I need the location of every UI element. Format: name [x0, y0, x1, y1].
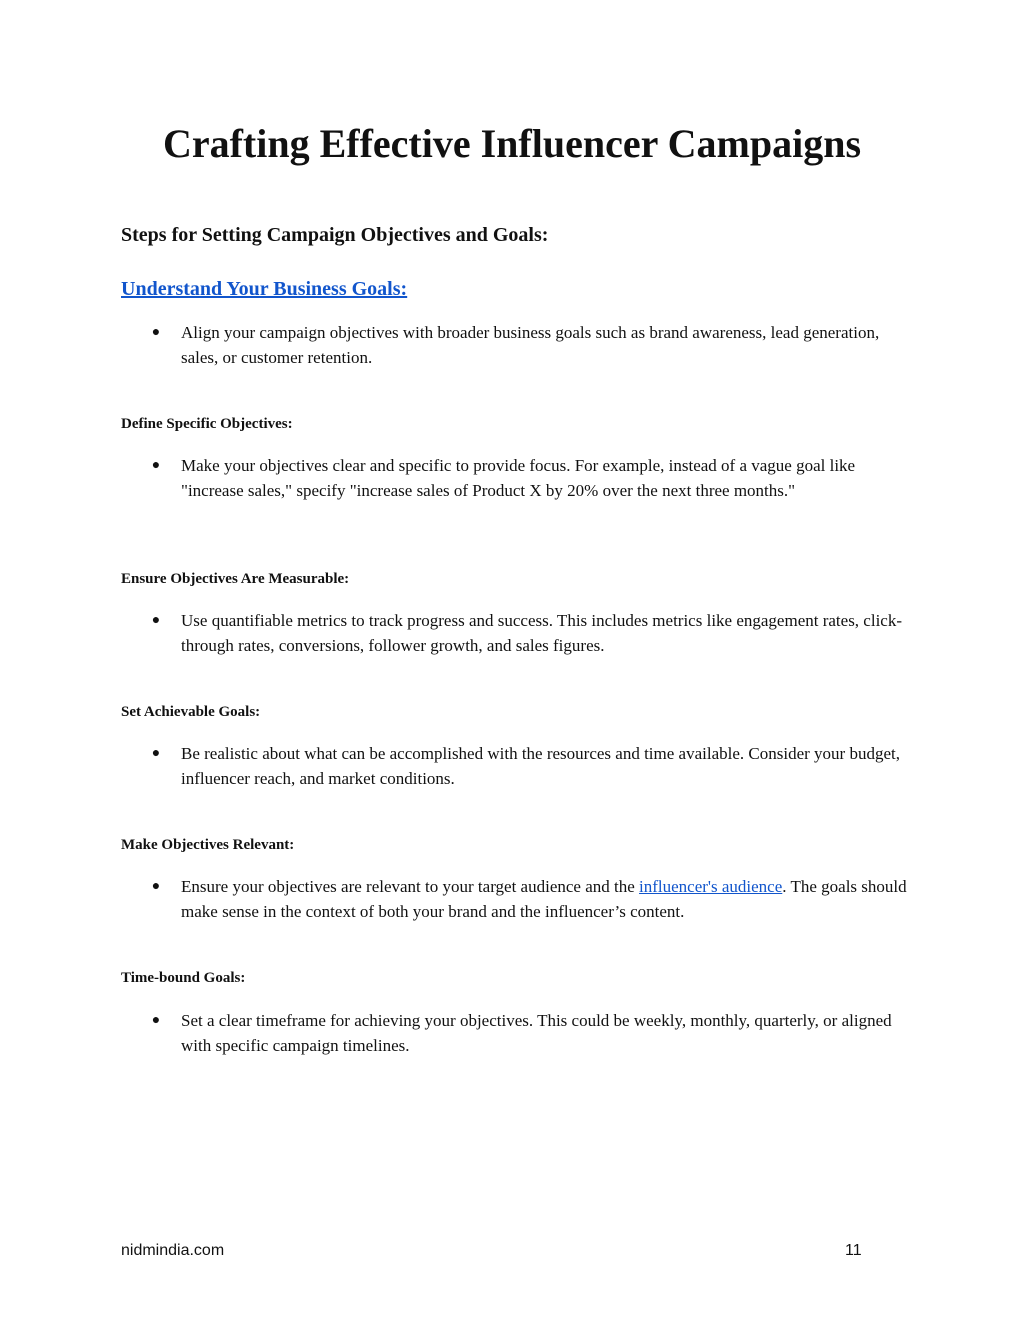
influencer-audience-link[interactable]: influencer's audience [639, 877, 783, 896]
list-item [121, 321, 911, 370]
bullet-icon: ● [151, 325, 161, 340]
bullet-icon: ● [151, 1013, 161, 1028]
bullet-icon: ● [151, 879, 161, 894]
footer-site: nidmindia.com [121, 1242, 225, 1259]
bullet-text: Be realistic about what can be accomplished with the resources and time available. Consider your budget, influencer reach, and market conditions. [181, 744, 900, 788]
achievable-goals-heading: Set Achievable Goals: [121, 704, 261, 720]
business-goals-link-heading[interactable]: Understand Your Business Goals: [121, 278, 408, 300]
define-objectives-heading: Define Specific Objectives: [121, 416, 293, 432]
bullet-text: Set a clear timeframe for achieving your objectives. This could be weekly, monthly, quarterly, or aligned with specific campaign timelines. [181, 1011, 892, 1055]
bullet-text-end: . The goals should make sense in the context of both your brand and the influencer’s content. [181, 877, 907, 921]
bullet-text: Make your objectives clear and specific to provide focus. For example, instead of a vague goal like "increase sales," specify "increase sales of Product X by 20% over the next three months." [181, 456, 856, 500]
bullet-icon: ● [151, 458, 161, 473]
measurable-objectives-heading: Ensure Objectives Are Measurable: [121, 571, 350, 587]
time-bound-goals-heading: Time-bound Goals: [121, 970, 246, 986]
page-title: Crafting Effective Influencer Campaigns [162, 121, 862, 166]
page-number: 11 [845, 1242, 862, 1259]
list-item [121, 1009, 911, 1058]
list-item [121, 875, 911, 924]
list-item [121, 742, 911, 791]
relevant-objectives-heading: Make Objectives Relevant: [121, 837, 295, 853]
bullet-text: Align your campaign objectives with broader business goals such as brand awareness, lead generation, sales, or customer retention. [181, 323, 880, 367]
steps-heading: Steps for Setting Campaign Objectives and Goals: [121, 224, 549, 246]
bullet-text: Use quantifiable metrics to track progress and success. This includes metrics like engagement rates, click-through rates, conversions, follower growth, and sales figures. [181, 611, 903, 655]
list-item [121, 454, 911, 503]
bullet-text [181, 875, 911, 924]
bullet-icon: ● [151, 746, 161, 761]
bullet-icon: ● [151, 613, 161, 628]
bullet-text-start: Ensure your objectives are relevant to your target audience and the [181, 877, 640, 896]
list-item [121, 609, 911, 658]
